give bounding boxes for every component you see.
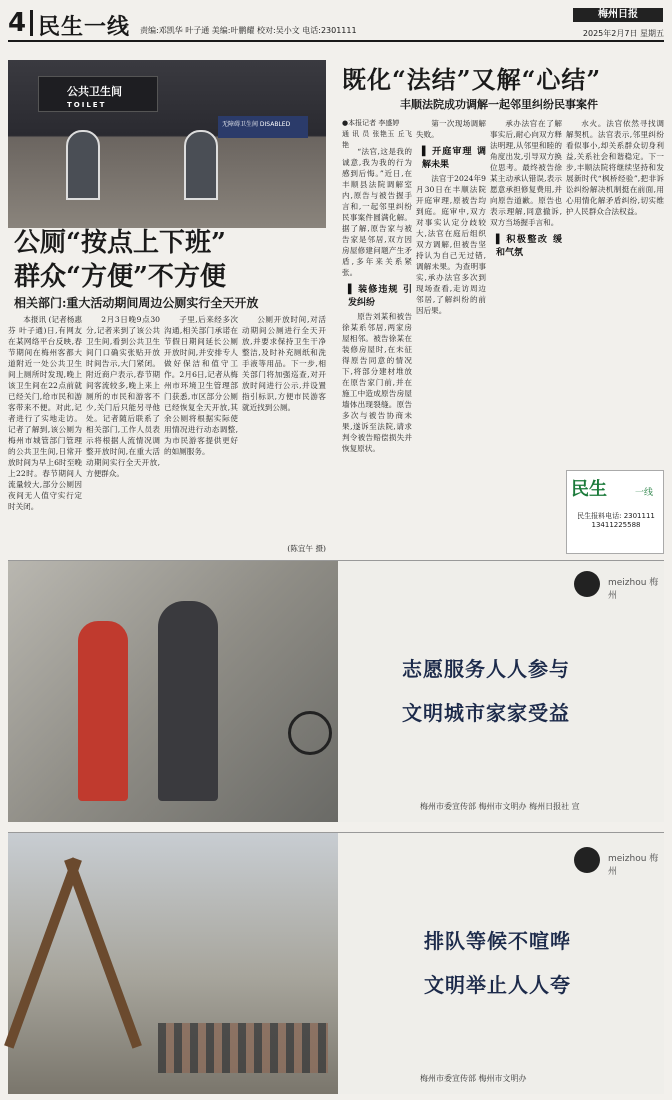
hotline: 民生报料电话: 2301111 13411225588: [577, 512, 655, 529]
right-col-4: 水火。法官依然寻找调解契机。法官表示,邻里纠纷看似事小,却关系群众切身利益,关系社会和谐稳定。下一步,丰顺法院将继续坚持和发展新时代“枫桥经验”,把非诉讼纠纷解决机制挺在前面,用心用情化解矛盾纠纷,切实维护人民群众合法权益。: [566, 119, 664, 216]
ad2-slogan-1: 排队等候不喧哗: [424, 929, 571, 953]
left-col-3: 子里,后来经多次沟通,相关部门承诺在节假日期间延长公厕开放时间,并安排专人做好保洁和值守工作。2月6日,记者从梅州市环境卫生管理部门获悉,市区部分公厕已经恢复全天开放,其余公厕将根据实际使用情况进行动态调整,为市民游客提供更好的如厕服务。: [164, 315, 238, 456]
public-ad-volunteer: [8, 560, 664, 822]
photo-byline: (陈宜午 摄): [287, 544, 326, 553]
issue-date: 2025年2月7日 星期五: [582, 29, 664, 38]
right-col-2: 第一次现场调解失败。 ▌ 开庭审理 调解未果 法官于2024年9月30日在丰顺法院开庭审理,原被告均到庭。庭审中,双方对事实认定分歧较大,法官在庭后组织双方调解,但被告坚持认为自己无过错,调解未果。为查明事实,承办法官多次到现场查看,走访周边邻居,了解纠纷的前因后果。: [416, 118, 486, 554]
right-subhead: 丰顺法院成功调解一起邻里纠纷民事案件: [400, 98, 598, 111]
public-ad-queue: [8, 832, 664, 1094]
bicycle-wheel: [288, 711, 332, 755]
newspaper-logo: 梅州日报: [573, 8, 663, 22]
ride-beam-left: [4, 857, 82, 1048]
ad2-slogan-2: 文明举止人人夸: [424, 973, 571, 997]
ad1-footer: 梅州市委宣传部 梅州市文明办 梅州日报社 宣: [420, 802, 580, 811]
right-headline: 既化“法结”又解“心结”: [342, 65, 602, 94]
subhead-1: ▌ 装修违规 引发纠纷: [342, 278, 412, 311]
subhead-3: ▌ 积极整改 缓和气氛: [490, 228, 562, 261]
left-col-4: 公厕开放时间,对活动期间公厕进行全天开放,并要求保持卫生干净整洁,及时补充厕纸和洗手液等用品。下一步,相关部门将加强巡查,对开放时间进行公示,并设置指引标识,方便市民游客就近找到公厕。: [242, 315, 326, 412]
ride-beam-right: [64, 857, 142, 1048]
left-col-1: 本报讯 (记者杨惠芬 叶子通)日,有网友在某网络平台反映,春节期间在梅州客都大道附近一处公共卫生间上厕所时发现,晚上该卫生间在22点前就已经关门,给市民和游客带来不便。对此,记者进行了实地走访。记者了解到,该公厕为梅州市城管部门管理的公共卫生间,日常开放时间为早上6时至晚上22时。春节期间人流量较大,部分公厕因夜间无人值守实行定时关闭。: [8, 315, 82, 511]
ad1-slogan-1: 志愿服务人人参与: [402, 657, 570, 681]
reporters: ●本报记者 李盛婷 通 讯 员 张艳玉 丘飞艳: [342, 119, 412, 149]
right-col-3: 承办法官在了解事实后,耐心向双方释法明理,从邻里和睦的角度出发,引导双方换位思考。最终被告徐某主动承认错误,表示愿意承担修复费用,并向原告道歉。原告也表示理解,同意撤诉,双方当场握手言和。 ▌ 积极整改 缓和气氛: [490, 118, 562, 554]
minsheng-badge: 民生 一线 民生报料电话: 2301111 13411225588: [566, 470, 664, 554]
ad2-photo: [8, 833, 338, 1094]
left-col-2: 2月3日晚9点30分,记者来到了该公共卫生间,看到公共卫生间门口确实张贴开放时间告示,大门紧闭。附近商户表示,春节期间客流较多,晚上来上厕所的市民和游客不少,关门后只能另寻他处。记者随后联系了相关部门,工作人员表示将根据人流情况调整开放时间,在重大活动期间实行全天开放,方便群众。: [86, 315, 160, 478]
right-col-1: “法官,这是我的诚意,我为我的行为感到后悔。”近日,在丰顺县法院调解室内,原告与被告握手言和,一起邻里纠纷民事案件圆满化解。据了解,原告家与被告家是邻居,双方因房屋修建问题产生矛盾,多年来关系紧张。 ▌ 装修违规 引发纠纷 原告刘某和被告徐某系邻居,两家房屋相邻。被告徐某在装修房屋时,在未征得原告同意的情况下,将部分建材堆放在原告家门前,并在施工中造成原告房屋墙体出现裂缝。原告多次与被告协商未果,遂诉至法院,请求判令被告赔偿损失并恢复原状。: [342, 146, 412, 554]
ad1-brand: meizhou 梅州: [608, 578, 659, 601]
editor-credits: 责编:邓凯华 叶子通 美编:叶鹏耀 校对:吴小文 电话:2301111: [140, 26, 357, 35]
header-divider: [30, 10, 33, 36]
page-header: [8, 6, 664, 42]
left-subhead: 相关部门:重大活动期间周边公厕实行全天开放: [14, 296, 259, 310]
volunteer-figure: [78, 621, 128, 801]
section-title: 民生一线: [38, 15, 131, 40]
ad1-slogan-2: 文明城市家家受益: [402, 701, 570, 725]
disabled-sign: 无障碍卫生间 DISABLED: [218, 116, 308, 138]
toilet-sign: 公共卫生间 TOILET: [38, 76, 158, 112]
elder-figure: [158, 601, 218, 801]
door-left: [66, 130, 100, 200]
queue-crowd: [158, 1023, 328, 1073]
door-right: [184, 130, 218, 200]
ad1-photo: [8, 561, 338, 822]
toilet-photo: [8, 60, 326, 228]
left-headline: 公厕“按点上下班” 群众“方便”不方便: [14, 228, 226, 292]
meizhou-seal-icon: [574, 571, 600, 597]
page-number: 4: [8, 8, 27, 38]
ad2-brand: meizhou 梅州: [608, 854, 659, 877]
subhead-2: ▌ 开庭审理 调解未果: [416, 140, 486, 173]
ad2-footer: 梅州市委宣传部 梅州市文明办: [420, 1074, 527, 1083]
meizhou-seal-icon: [574, 847, 600, 873]
